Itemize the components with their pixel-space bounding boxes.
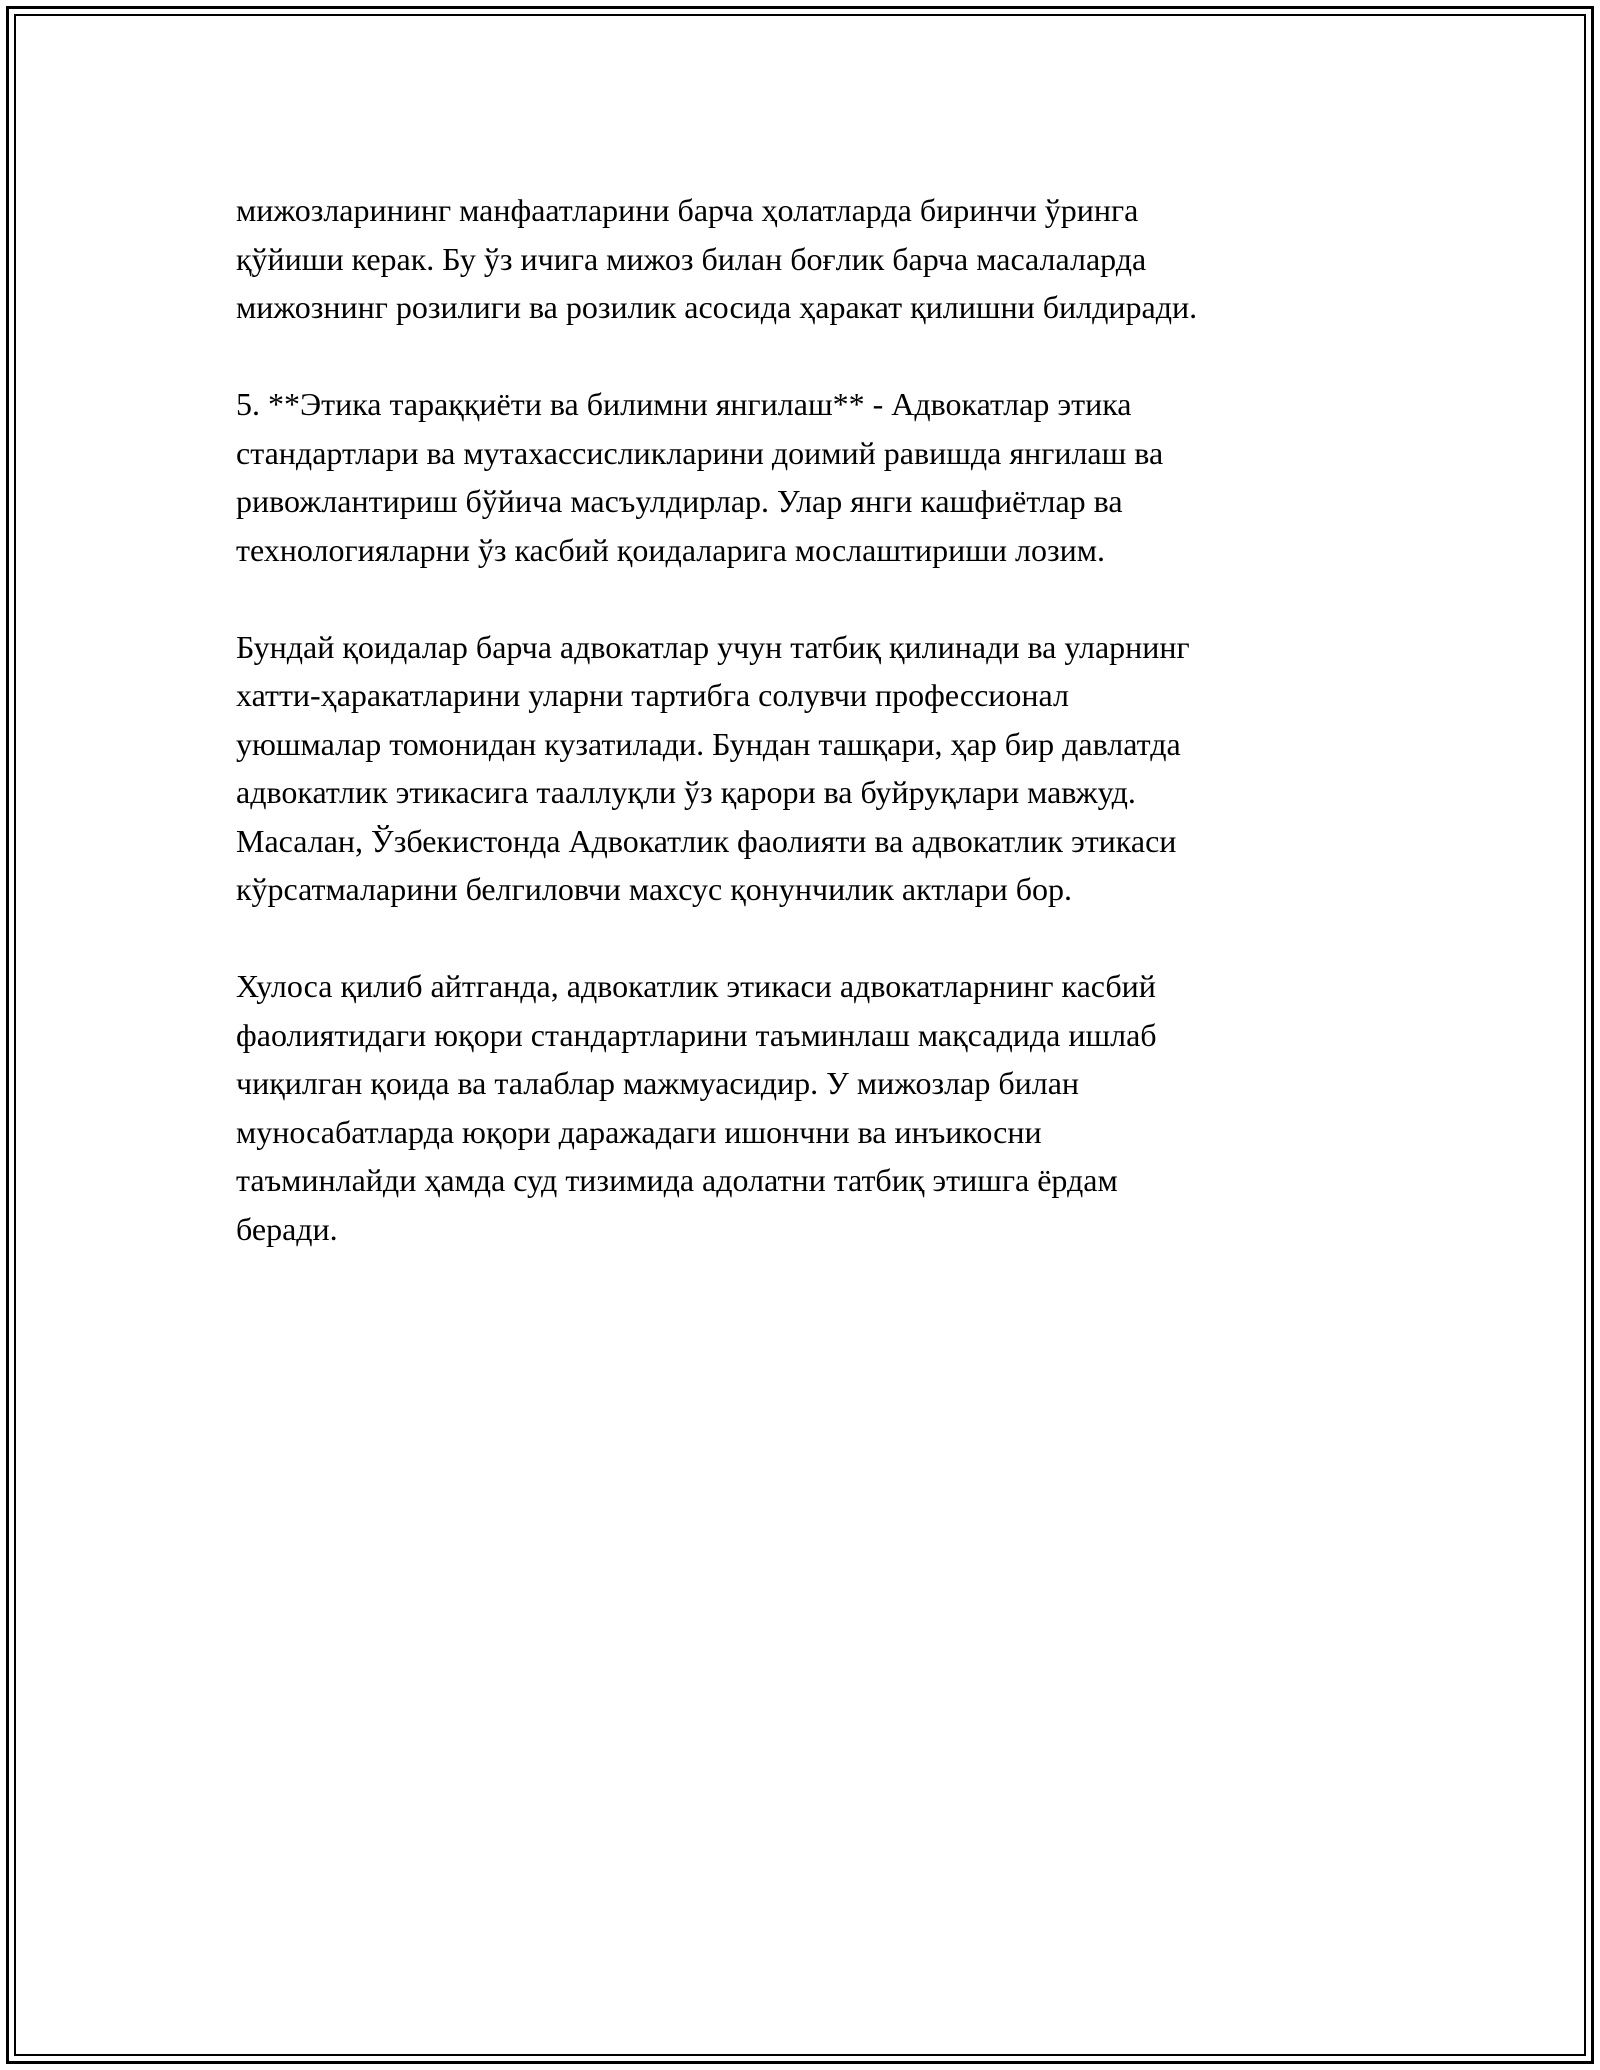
text-line: технологияларни ўз касбий қоидаларига мослаштириши лозим.	[236, 531, 1105, 568]
text-line: чиқилган қоида ва талаблар мажмуасидир. У мижозлар билан	[236, 1065, 1080, 1101]
text-line: адвокатлик этикасига тааллуқли ўз қарори ва буйруқлари мавжуд.	[236, 774, 1136, 810]
text-line: беради.	[236, 1210, 338, 1247]
text-line: мижозларининг манфаатларини барча ҳолатларда биринчи ўринга	[236, 192, 1139, 228]
text-line: хатти-ҳаракатларини уларни тартибга солувчи профессионал	[236, 677, 1069, 713]
paragraph-client-interests	[236, 186, 1396, 332]
paragraph-conclusion	[236, 962, 1396, 1253]
text-line: фаолиятидаги юқори стандартларини таъминлаш мақсадида ишлаб	[236, 1016, 1157, 1053]
text-line: ривожлантириш бўйича масъулдирлар. Улар янги кашфиётлар ва	[236, 483, 1123, 519]
text-line: қўйиши керак. Бу ўз ичига мижоз билан боғлик барча масалаларда	[236, 240, 1147, 277]
text-line: уюшмалар томонидан кузатилади. Бундан ташқари, ҳар бир давлатда	[236, 725, 1181, 762]
text-line: таъминлайди ҳамда суд тизимида адолатни татбиқ этишга ёрдам	[236, 1162, 1118, 1198]
text-line: 5. **Этика тараққиёти ва билимни янгилаш** - Адвокатлар этика	[236, 386, 1132, 422]
text-line: стандартлари ва мутахассисликларини доимий равишда янгилаш ва	[236, 434, 1164, 471]
text-line: кўрсатмаларини белгиловчи махсус қонунчилик актлари бор.	[236, 871, 1072, 907]
text-line: Бундай қоидалар барча адвокатлар учун татбиқ қилинади ва уларнинг	[236, 628, 1190, 665]
paragraph-ethics-development	[236, 380, 1396, 574]
document-body	[236, 186, 1396, 1302]
text-line: мижознинг розилиги ва розилик асосида ҳаракат қилишни билдиради.	[236, 289, 1198, 325]
paragraph-rules-application	[236, 623, 1396, 914]
text-line: Хулоса қилиб айтганда, адвокатлик этикаси адвокатларнинг касбий	[236, 968, 1156, 1004]
text-line: муносабатларда юқори даражадаги ишончни ва инъикосни	[236, 1113, 1042, 1150]
text-line: Масалан, Ўзбекистонда Адвокатлик фаолияти ва адвокатлик этикаси	[236, 822, 1177, 859]
